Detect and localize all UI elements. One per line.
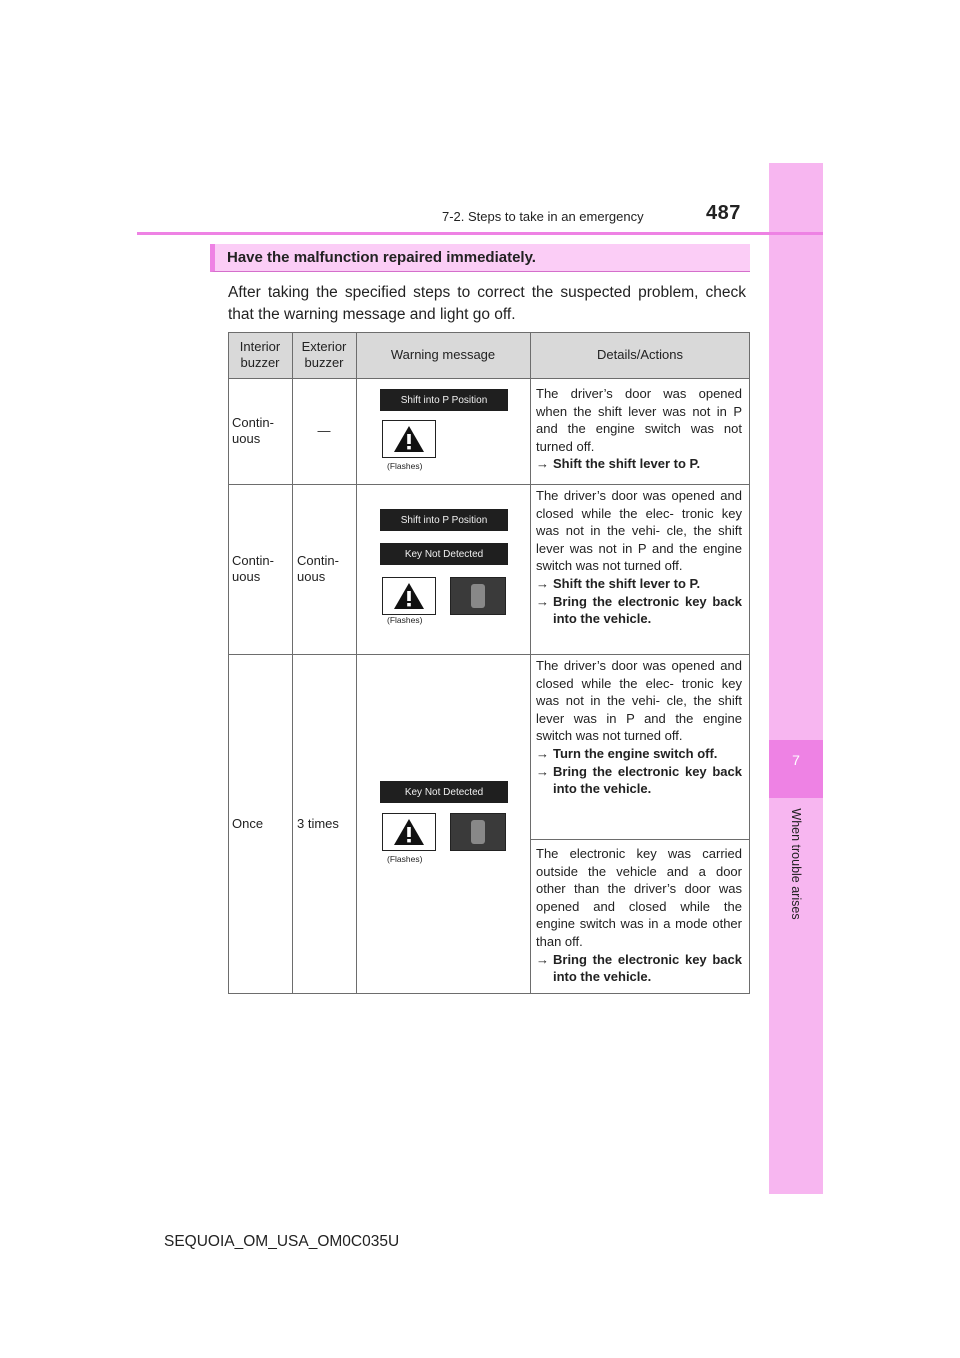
action-item: → Bring the electronic key back into the vehicle. [536, 763, 742, 797]
smart-key-icon [450, 577, 506, 615]
document-code-footer: SEQUOIA_OM_USA_OM0C035U [164, 1233, 400, 1250]
table-border [228, 332, 229, 994]
action-item: → Bring the electronic key back into the vehicle. [536, 951, 742, 985]
details-text: The driver’s door was opened when the shift lever was not in P and the engine switch was not turned off. [536, 386, 742, 454]
table-border [530, 332, 531, 994]
side-tab-band [769, 163, 823, 1194]
arrow-icon: → [536, 593, 549, 609]
arrow-icon: → [536, 456, 549, 472]
details-text: The electronic key was carried outside the vehicle and a door other than the driver’s door was opened and closed while the engine switch was in a mode other than off. [536, 846, 742, 949]
header-details-actions: Details/Actions [597, 347, 683, 362]
exterior-buzzer-value: — [317, 423, 331, 438]
warning-message-display: Key Not Detected [380, 543, 508, 565]
action-item: → Bring the electronic key back into the vehicle. [536, 593, 742, 627]
header-warning-message: Warning message [390, 347, 496, 362]
table-border [228, 332, 750, 333]
flashes-label: (Flashes) [387, 854, 423, 864]
table-border [530, 839, 750, 840]
details-text: The driver’s door was opened and closed while the elec- tronic key was not in the vehi- cle, the shift lever was in P and the engine switch was not turned off. [536, 658, 742, 744]
intro-paragraph: After taking the specified steps to correct the suspected problem, check that the warning message and light go off. [228, 284, 746, 323]
warning-message-display: Key Not Detected [380, 781, 508, 803]
exterior-buzzer-value: Contin- uous [297, 553, 339, 584]
arrow-icon: → [536, 745, 549, 761]
section-title: Have the malfunction repaired immediately. [227, 249, 536, 266]
warning-message-display: Shift into P Position [380, 509, 508, 531]
action-item: → Turn the engine switch off. [536, 745, 718, 761]
header-exterior-buzzer: Exterior buzzer [301, 339, 347, 370]
arrow-icon: → [536, 951, 549, 967]
arrow-icon: → [536, 763, 549, 779]
section-heading: 7-2. Steps to take in an emergency [442, 209, 644, 224]
header-interior-buzzer: Interior buzzer [239, 339, 281, 370]
chapter-number: 7 [792, 752, 800, 768]
details-text: The driver’s door was opened and closed while the elec- tronic key was not in the vehi- cle, the shift lever was not in P and the engine switch was not turned off. [536, 488, 742, 574]
page-number: 487 [706, 202, 741, 224]
arrow-icon: → [536, 575, 549, 591]
interior-buzzer-value: Once [232, 815, 264, 831]
header-rule [137, 232, 823, 235]
table-border [749, 332, 750, 994]
flashes-label: (Flashes) [387, 615, 423, 625]
chapter-label: When trouble arises [789, 808, 803, 920]
interior-buzzer-value: Contin- uous [232, 415, 274, 446]
action-item: → Shift the shift lever to P. [536, 575, 701, 591]
flashes-label: (Flashes) [387, 461, 423, 471]
table-border [228, 993, 750, 994]
exterior-buzzer-value: 3 times [297, 815, 339, 831]
chapter-number-box [769, 740, 823, 798]
warning-triangle-icon [382, 577, 436, 615]
warning-triangle-icon [382, 813, 436, 851]
smart-key-icon [450, 813, 506, 851]
interior-buzzer-value: Contin- uous [232, 553, 274, 584]
warning-triangle-icon [382, 420, 436, 458]
section-title-bar [210, 244, 750, 272]
action-item: → Shift the shift lever to P. [536, 456, 701, 472]
warning-message-display: Shift into P Position [380, 389, 508, 411]
table-border [356, 332, 357, 994]
